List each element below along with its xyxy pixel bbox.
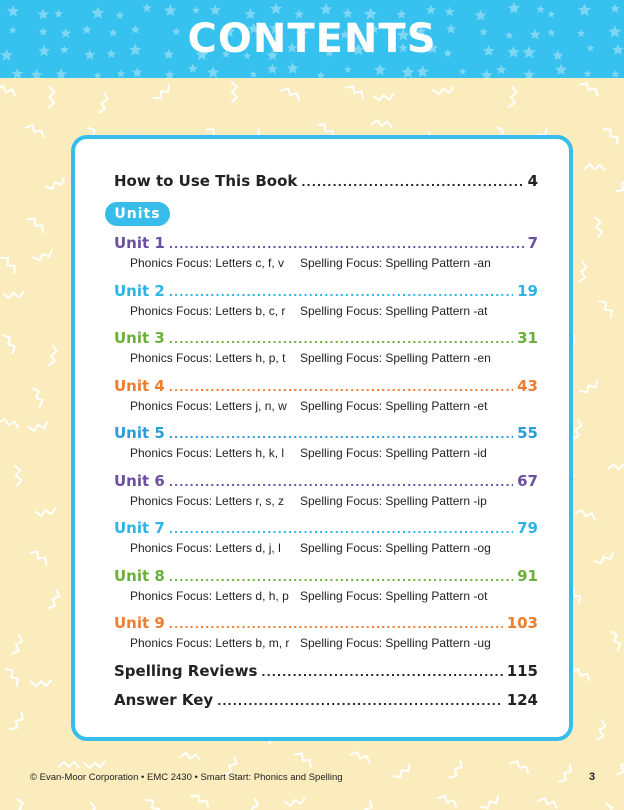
- leader-dots: [169, 523, 513, 536]
- star-decoration: [55, 68, 67, 78]
- leader-dots: [169, 476, 513, 489]
- zigzag-decoration: [28, 215, 46, 232]
- unit-page: 19: [517, 281, 538, 300]
- zigzag-decoration: [281, 86, 301, 100]
- zigzag-decoration: [99, 93, 109, 114]
- toc-entry-unit: [114, 234, 538, 256]
- unit-label: Unit 1: [114, 234, 165, 252]
- phonics-focus: Phonics Focus: Letters r, s, z: [130, 493, 285, 508]
- zigzag-decoration: [46, 178, 66, 191]
- unit-focus-line: [130, 541, 491, 555]
- toc-entry-unit: [114, 472, 538, 494]
- page-number: 3: [589, 771, 596, 783]
- zigzag-decoration: [49, 87, 54, 107]
- zigzag-decoration: [608, 464, 624, 470]
- zigzag-decoration: [576, 508, 597, 519]
- zigzag-decoration: [594, 553, 614, 566]
- zigzag-decoration: [26, 123, 46, 137]
- star-decoration: [401, 66, 414, 78]
- zigzag-decoration: [6, 666, 21, 685]
- phonics-focus: Phonics Focus: Letters c, f, v: [130, 256, 285, 270]
- star-decoration: [7, 5, 19, 17]
- zigzag-decoration: [617, 756, 624, 776]
- zigzag-decoration: [191, 792, 211, 807]
- star-decoration: [508, 2, 520, 14]
- phonics-focus: Phonics Focus: Letters b, c, r: [130, 303, 286, 318]
- star-decoration: [165, 70, 175, 78]
- spelling-focus: Spelling Focus: Spelling Pattern -og: [300, 541, 491, 555]
- unit-page: 43: [517, 376, 538, 395]
- zigzag-decoration: [180, 752, 201, 761]
- zigzag-decoration: [36, 508, 57, 516]
- leader-dots: [169, 381, 513, 394]
- unit-label: Unit 7: [114, 519, 165, 537]
- header-banner: [0, 0, 624, 78]
- toc-entry-page: 115: [506, 662, 538, 680]
- toc-entry-spelling-reviews: [114, 662, 538, 684]
- star-decoration: [459, 68, 467, 75]
- phonics-focus: Phonics Focus: Letters h, p, t: [130, 351, 286, 365]
- star-decoration: [481, 69, 493, 78]
- leader-dots: [169, 428, 513, 441]
- unit-label: Unit 3: [114, 329, 165, 347]
- star-decoration: [12, 68, 24, 78]
- zigzag-decoration: [10, 712, 25, 731]
- footer-credit: © Evan-Moor Corporation • EMC 2430 • Smart Start: Phonics and Spelling: [30, 772, 343, 783]
- unit-focus-line: [130, 446, 487, 460]
- unit-focus-line: [130, 398, 488, 413]
- zigzag-decoration: [604, 126, 621, 144]
- zigzag-decoration: [438, 794, 458, 807]
- zigzag-decoration: [3, 333, 17, 353]
- zigzag-decoration: [295, 750, 314, 766]
- star-decoration: [31, 69, 43, 78]
- star-decoration: [207, 66, 219, 78]
- zigzag-decoration: [33, 250, 53, 262]
- toc-entry-unit: [114, 329, 538, 351]
- zigzag-decoration: [90, 803, 96, 810]
- toc-entry-label: How to Use This Book: [114, 172, 298, 190]
- unit-page: 7: [527, 234, 538, 252]
- star-decoration: [210, 5, 221, 16]
- leader-dots: [301, 176, 523, 189]
- unit-focus-line: [130, 588, 488, 603]
- star-decoration: [192, 6, 201, 14]
- zigzag-decoration: [393, 764, 412, 780]
- star-decoration: [188, 63, 198, 73]
- star-decoration: [320, 3, 332, 15]
- toc-entry-unit: [114, 424, 538, 446]
- zigzag-decoration: [580, 81, 600, 96]
- zigzag-decoration: [346, 84, 366, 99]
- unit-focus-line: [130, 351, 491, 365]
- spelling-focus: Spelling Focus: Spelling Pattern -ip: [300, 493, 487, 508]
- star-decoration: [270, 3, 283, 15]
- zigzag-decoration: [372, 119, 393, 127]
- zigzag-decoration: [31, 681, 51, 687]
- spelling-focus: Spelling Focus: Spelling Pattern -ot: [300, 588, 488, 603]
- zigzag-decoration: [15, 465, 23, 485]
- spelling-focus: Spelling Focus: Spelling Pattern -ug: [300, 636, 491, 650]
- unit-focus-line: [130, 303, 488, 318]
- leader-dots: [169, 286, 513, 299]
- phonics-focus: Phonics Focus: Letters j, n, w: [130, 398, 287, 413]
- spelling-focus: Spelling Focus: Spelling Pattern -en: [300, 351, 491, 365]
- zigzag-decoration: [572, 667, 592, 680]
- zigzag-decoration: [249, 799, 259, 810]
- leader-dots: [169, 571, 513, 584]
- toc-entry-unit: [114, 519, 538, 541]
- toc-entry-unit: [114, 567, 538, 589]
- toc-entry-unit: [114, 282, 538, 304]
- unit-page: 67: [517, 471, 538, 490]
- star-decoration: [117, 69, 126, 77]
- star-decoration: [610, 4, 619, 13]
- unit-page: 55: [517, 424, 538, 442]
- star-decoration: [584, 70, 592, 78]
- star-decoration: [132, 67, 143, 77]
- star-decoration: [317, 71, 325, 78]
- zigzag-decoration: [450, 760, 465, 780]
- zigzag-decoration: [573, 420, 583, 441]
- zigzag-decoration: [0, 84, 17, 96]
- toc-entry-unit: [114, 377, 538, 399]
- zigzag-decoration: [597, 720, 607, 741]
- zigzag-decoration: [351, 750, 371, 762]
- leader-dots: [169, 238, 524, 251]
- zigzag-decoration: [146, 797, 162, 810]
- phonics-focus: Phonics Focus: Letters h, k, l: [130, 446, 285, 460]
- leader-dots: [169, 618, 503, 631]
- star-decoration: [426, 5, 436, 15]
- star-decoration: [142, 3, 152, 12]
- unit-page: 79: [517, 519, 538, 537]
- spelling-focus: Spelling Focus: Spelling Pattern -an: [300, 256, 491, 270]
- star-decoration: [578, 4, 591, 16]
- unit-label: Unit 8: [114, 566, 165, 585]
- phonics-focus: Phonics Focus: Letters b, m, r: [130, 636, 290, 650]
- star-decoration: [374, 64, 386, 76]
- star-decoration: [287, 62, 299, 74]
- leader-dots: [217, 695, 503, 708]
- zigzag-decoration: [285, 798, 306, 806]
- zigzag-decoration: [85, 762, 105, 768]
- star-decoration: [94, 71, 102, 78]
- star-decoration: [445, 7, 455, 16]
- zigzag-decoration: [30, 549, 49, 565]
- zigzag-decoration: [580, 380, 600, 395]
- zigzag-decoration: [1, 255, 18, 273]
- toc-entry-page: 124: [506, 691, 538, 709]
- toc-entry-intro: [114, 172, 538, 194]
- leader-dots: [169, 333, 513, 346]
- star-decoration: [344, 66, 352, 73]
- zigzag-decoration: [538, 796, 558, 808]
- star-decoration: [523, 69, 535, 78]
- star-decoration: [267, 63, 278, 74]
- zigzag-decoration: [153, 85, 172, 102]
- zigzag-decoration: [611, 630, 623, 650]
- star-decoration: [416, 65, 429, 77]
- toc-entry-page: 4: [527, 172, 538, 190]
- spelling-focus: Spelling Focus: Spelling Pattern -et: [300, 398, 488, 413]
- zigzag-decoration: [49, 590, 62, 610]
- zigzag-decoration: [12, 635, 24, 656]
- zigzag-decoration: [232, 82, 237, 102]
- zigzag-decoration: [59, 762, 79, 767]
- zigzag-decoration: [28, 422, 49, 432]
- star-decoration: [164, 4, 177, 16]
- zigzag-decoration: [580, 262, 588, 283]
- star-decoration: [555, 64, 567, 75]
- zigzag-decoration: [595, 217, 603, 238]
- zigzag-decoration: [511, 759, 531, 773]
- zigzag-decoration: [585, 164, 605, 171]
- phonics-focus: Phonics Focus: Letters d, h, p: [130, 588, 289, 603]
- unit-page: 31: [517, 329, 538, 347]
- zigzag-decoration: [509, 87, 517, 108]
- leader-dots: [261, 666, 502, 679]
- zigzag-decoration: [374, 94, 394, 101]
- star-decoration: [536, 5, 544, 13]
- unit-page: 103: [506, 614, 538, 632]
- toc-entry-answer-key: [114, 691, 538, 713]
- units-badge: Units: [105, 202, 170, 226]
- zigzag-decoration: [4, 292, 24, 299]
- zigzag-decoration: [616, 175, 624, 194]
- unit-focus-line: [130, 256, 491, 270]
- star-decoration: [496, 64, 507, 74]
- phonics-focus: Phonics Focus: Letters d, j, l: [130, 541, 281, 555]
- spelling-focus: Spelling Focus: Spelling Pattern -id: [300, 446, 487, 460]
- unit-focus-line: [130, 636, 491, 650]
- page-title: CONTENTS: [187, 16, 437, 62]
- spelling-focus: Spelling Focus: Spelling Pattern -at: [300, 303, 488, 318]
- zigzag-decoration: [0, 418, 19, 428]
- zigzag-decoration: [433, 87, 454, 95]
- toc-entry-label: Answer Key: [114, 691, 214, 709]
- zigzag-decoration: [49, 346, 58, 367]
- zigzag-decoration: [559, 764, 573, 784]
- zigzag-decoration: [32, 386, 44, 406]
- unit-focus-line: [130, 493, 487, 508]
- zigzag-decoration: [606, 803, 615, 810]
- zigzag-decoration: [599, 298, 615, 317]
- unit-label: Unit 6: [114, 471, 165, 490]
- unit-label: Unit 2: [114, 281, 165, 300]
- unit-label: Unit 5: [114, 424, 165, 442]
- toc-entry-unit: [114, 614, 538, 636]
- zigzag-decoration: [360, 801, 374, 810]
- toc-entry-label: Spelling Reviews: [114, 662, 258, 680]
- unit-page: 91: [517, 566, 538, 585]
- unit-label: Unit 9: [114, 614, 165, 632]
- star-decoration: [250, 70, 258, 78]
- zigzag-decoration: [481, 796, 501, 810]
- unit-label: Unit 4: [114, 376, 165, 395]
- zigzag-decoration: [17, 798, 26, 810]
- star-decoration: [611, 70, 619, 78]
